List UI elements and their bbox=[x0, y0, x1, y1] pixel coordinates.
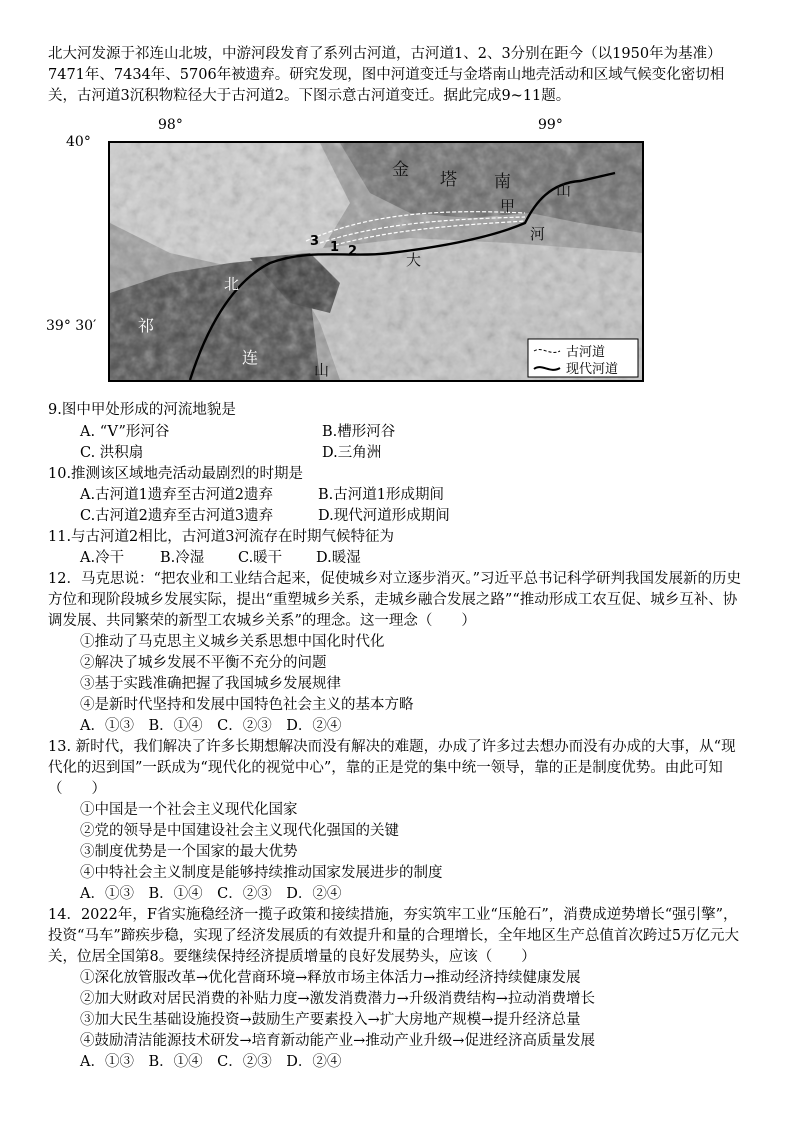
longitude-99-label: 99° bbox=[538, 117, 563, 133]
label-nan: 南 bbox=[494, 172, 511, 192]
q12-item-2: ②解决了城乡发展不平衡不充分的问题 bbox=[80, 655, 327, 671]
q14-item-4: ④鼓励清洁能源技术研发→培育新动能产业→推动产业升级→促进经济高质量发展 bbox=[80, 1033, 595, 1049]
label-ta: 塔 bbox=[440, 170, 457, 190]
label-bei: 北 bbox=[224, 275, 240, 293]
label-channel-1: 1 bbox=[330, 240, 340, 255]
q14-stem: 14．2022年，F省实施稳经济一揽子政策和接续措施，夯实筑牢工业“压舱石”，消费成逆势增长“强引擎”，投资“马车”蹄疾步稳，实现了经济发展质的有效提升和量的合理增长，全年地区生产总值首次跨过5万亿元大关，位居全国第8。要继续保持经济提质增量的良好发展势头，应该（ ） bbox=[48, 907, 740, 965]
q9-option-d: D.三角洲 bbox=[322, 445, 382, 461]
q13-item-2: ②党的领导是中国建设社会主义现代化强国的关键 bbox=[80, 823, 399, 839]
label-lian: 连 bbox=[242, 348, 259, 367]
q11-option-c: C.暖干 bbox=[238, 550, 283, 566]
river-map-figure bbox=[108, 141, 644, 382]
label-channel-2: 2 bbox=[348, 244, 358, 259]
q11-option-b: B.冷湿 bbox=[160, 550, 205, 566]
q14-item-2: ②加大财政对居民消费的补贴力度→激发消费潜力→升级消费结构→拉动消费增长 bbox=[80, 991, 595, 1007]
q12-item-3: ③基于实践准确把握了我国城乡发展规律 bbox=[80, 676, 341, 692]
label-shan-bottom: 山 bbox=[314, 361, 330, 379]
legend-ancient-label: 古河道 bbox=[566, 345, 606, 360]
q10-option-a: A.古河道1遗弃至古河道2遗弃 bbox=[80, 487, 274, 503]
legend-modern-label: 现代河道 bbox=[566, 362, 619, 377]
label-da: 大 bbox=[406, 251, 422, 269]
label-shan-top: 山 bbox=[556, 181, 572, 199]
q10-option-d: D.现代河道形成期间 bbox=[318, 508, 450, 524]
q12-item-4: ④是新时代坚持和发展中国特色社会主义的基本方略 bbox=[80, 697, 414, 713]
q10-option-b: B.古河道1形成期间 bbox=[318, 487, 444, 503]
q12-stem: 12．马克思说：“把农业和工业结合起来，促使城乡对立逐步消灭。”习近平总书记科学研判我国发展新的历史方位和现阶段城乡发展实际，提出“重塑城乡关系，走城乡融合发展之路”“推动形成工农互促、城乡互补、协调发展、共同繁荣的新型工农城乡关系”的理念。这一理念（ ） bbox=[48, 571, 742, 629]
q13-choices: A．①③ B．①④ C．②③ D．②④ bbox=[80, 886, 342, 902]
q9-option-b: B.槽形河谷 bbox=[322, 424, 396, 440]
q11-stem: 11.与古河道2相比，古河道3河流存在时期气候特征为 bbox=[48, 529, 395, 545]
label-qi: 祁 bbox=[138, 316, 155, 335]
q13-stem: 13. 新时代，我们解决了许多长期想解决而没有解决的难题，办成了许多过去想办而没有办成的大事，从“现代化的迟到国”一跃成为“现代化的视觉中心”，靠的正是党的集中统一领导，靠的正是制度优势。由此可知（ ） bbox=[48, 739, 736, 797]
q9-option-c: C. 洪积扇 bbox=[80, 445, 144, 461]
q12-choices: A．①③ B．①④ C．②③ D．②④ bbox=[80, 718, 342, 734]
q9-option-a: A. “V”形河谷 bbox=[80, 424, 170, 440]
q12-item-1: ①推动了马克思主义城乡关系思想中国化时代化 bbox=[80, 634, 385, 650]
label-jia: 甲 bbox=[500, 197, 516, 215]
latitude-40-label: 40° bbox=[66, 134, 91, 150]
q9-stem: 9.图中甲处形成的河流地貌是 bbox=[48, 402, 236, 418]
label-jin: 金 bbox=[392, 160, 409, 180]
label-channel-3: 3 bbox=[310, 234, 320, 249]
q11-option-d: D.暖湿 bbox=[316, 550, 361, 566]
q14-item-3: ③加大民生基础设施投资→鼓励生产要素投入→扩大房地产规模→提升经济总量 bbox=[80, 1012, 581, 1028]
q13-item-4: ④中特社会主义制度是能够持续推动国家发展进步的制度 bbox=[80, 865, 443, 881]
q11-option-a: A.冷干 bbox=[80, 550, 125, 566]
q10-stem: 10.推测该区域地壳活动最剧烈的时期是 bbox=[48, 466, 304, 482]
terrain-map bbox=[110, 143, 642, 380]
q14-item-1: ①深化放管服改革→优化营商环境→释放市场主体活力→推动经济持续健康发展 bbox=[80, 970, 581, 986]
label-he: 河 bbox=[530, 225, 546, 243]
q13-item-3: ③制度优势是一个国家的最大优势 bbox=[80, 844, 298, 860]
q10-option-c: C.古河道2遗弃至古河道3遗弃 bbox=[80, 508, 274, 524]
q13-item-1: ①中国是一个社会主义现代化国家 bbox=[80, 802, 298, 818]
latitude-39-30-label: 39° 30′ bbox=[46, 318, 97, 334]
intro-paragraph: 北大河发源于祁连山北坡，中游河段发育了系列古河道，古河道1、2、3分别在距今（以1950年为基准）7471年、7434年、5706年被遗弃。研究发现，图中河道变迁与金塔南山地壳活动和区域气候变化密切相关，古河道3沉积物粒径大于古河道2。下图示意古河道变迁。据此完成9~11题。 bbox=[48, 46, 725, 104]
longitude-98-label: 98° bbox=[158, 117, 183, 133]
q14-choices: A．①③ B．①④ C．②③ D．②④ bbox=[80, 1054, 342, 1070]
